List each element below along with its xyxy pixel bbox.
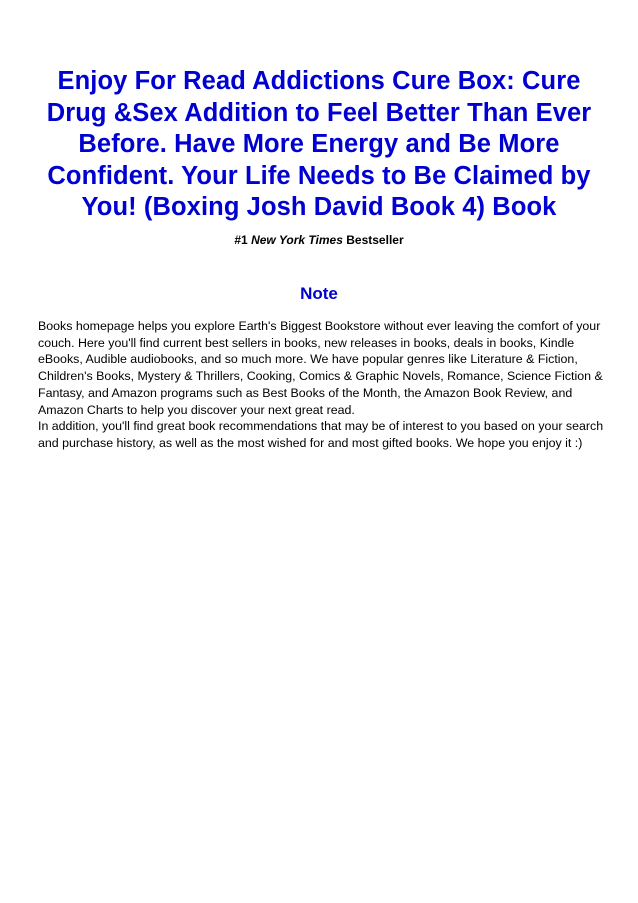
bestseller-publication: New York Times (251, 233, 343, 247)
bestseller-label: Bestseller (346, 233, 404, 247)
bestseller-line (0, 232, 638, 248)
note-heading: Note (300, 284, 338, 303)
note-body (38, 318, 604, 452)
note-paragraph: Books homepage helps you explore Earth's Biggest Bookstore without ever leaving the comfort of your couch. Here you'll find current best sellers in books, new releases in books, deals in books, Kindle eBooks, Audible audiobooks, and so much more. We have popular genres like Literature & Fiction, Children's Books, Mystery & Thrillers, Cooking, Comics & Graphic Novels, Romance, Science Fiction & Fantasy, and Amazon programs such as Best Books of the Month, the Amazon Book Review, and Amazon Charts to help you discover your next great read. (38, 319, 603, 417)
document-title: Enjoy For Read Addictions Cure Box: Cure Drug &Sex Addition to Feel Better Than Ever Before. Have More Energy and Be More Confident. Your Life Needs to Be Claimed by You! (Boxing Josh David Book 4) Book (46, 67, 592, 221)
bestseller-rank: #1 (234, 233, 248, 247)
note-paragraph: In addition, you'll find great book recommendations that may be of interest to you based on your search and purchase history, as well as the most wished for and most gifted books. We hope you enjoy it :) (38, 419, 604, 450)
